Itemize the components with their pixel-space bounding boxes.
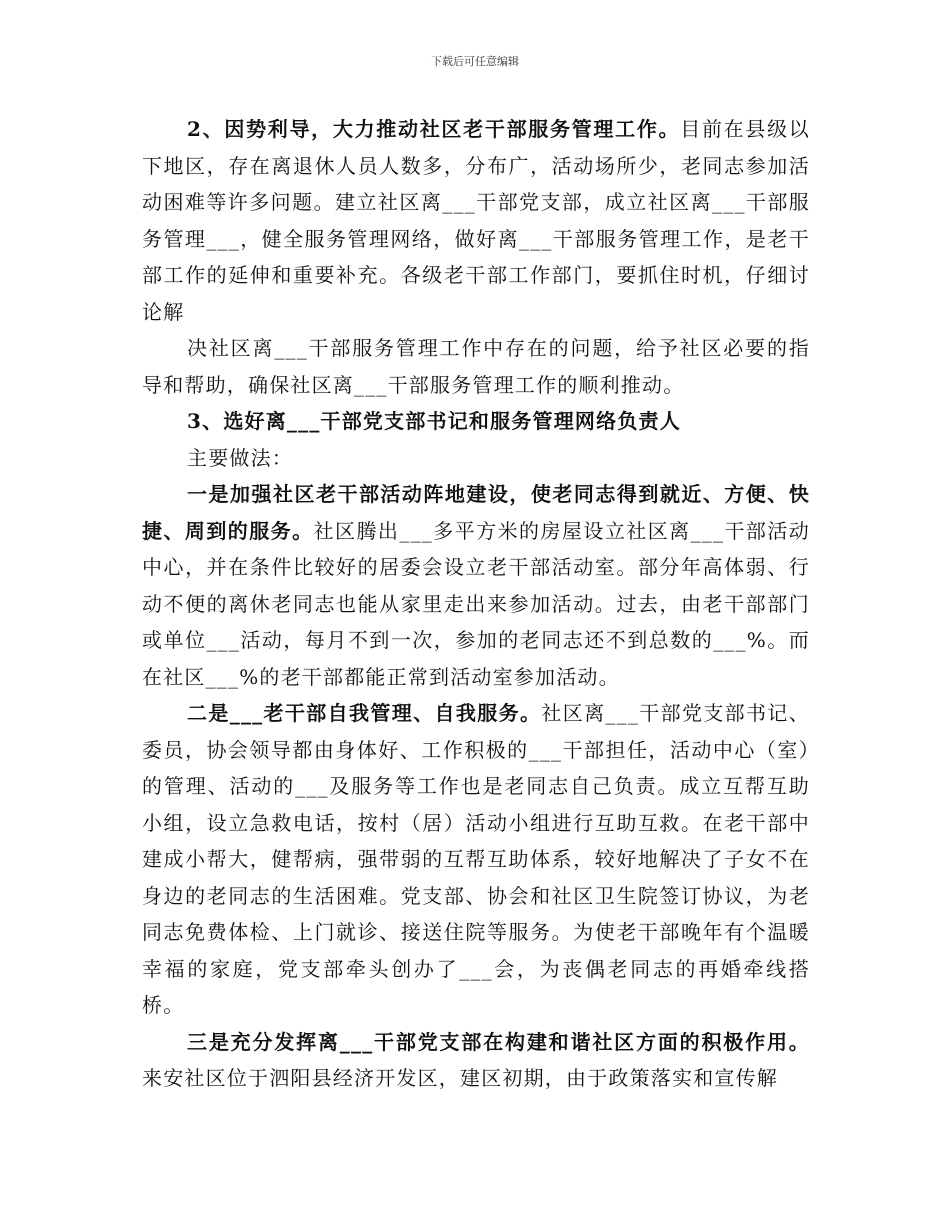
document-body [142, 111, 810, 1097]
paragraph-heading: 三是充分发挥离___干部党支部在构建和谐社区方面的积极作用。 [187, 1029, 810, 1054]
page-header-note: 下载后可任意编辑 [431, 55, 519, 68]
paragraph-heading: 2、因势利导，大力推动社区老干部服务管理工作。 [187, 117, 681, 141]
paragraph-text: 社区离___干部党支部书记、委员，协会领导都由身体好、工作积极的___干部担任，活动中心（室）的管理、活动的___及服务等工作也是老同志自己负责。成立互帮互助小组，设立急救电话，按村（居）活动小组进行互助互救。在老干部中建成小帮大，健帮病，强带弱的互帮互助体系，较好地解决了子女不在身边的老同志的生活困难。党支部、协会和社区卫生院签订协议，为老同志免费体检、上门就诊、接送住院等服务。为使老干部晚年有个温暖幸福的家庭，党支部牵头创办了___会，为丧偶老同志的再婚牵线搭桥。 [142, 701, 810, 1017]
paragraph-heading: 3、选好离___干部党支部书记和服务管理网络负责人 [187, 409, 681, 433]
paragraph-text: 来安社区位于泗阳县经济开发区，建区初期，由于政策落实和宣传解 [142, 1066, 778, 1090]
paragraph-6 [142, 695, 810, 1024]
paragraph-text: 决社区离___干部服务管理工作中存在的问题，给予社区必要的指导和帮助，确保社区离___干部服务管理工作的顺利推动。 [142, 336, 810, 397]
paragraph-text: 主要做法： [187, 445, 293, 470]
paragraph-4 [142, 440, 810, 477]
paragraph-1 [142, 111, 810, 330]
paragraph-2 [142, 330, 810, 403]
paragraph-heading: 一是加强社区老干部活动阵地建设，使老同志得到就近、方便、快捷、周到的服务。 [142, 482, 810, 543]
paragraph-3 [142, 403, 810, 440]
paragraph-7 [142, 1024, 810, 1097]
paragraph-heading: 二是___老干部自我管理、自我服务。 [187, 701, 542, 725]
paragraph-5 [142, 476, 810, 695]
paragraph-text: 社区腾出___多平方米的房屋设立社区离___干部活动中心，并在条件比较好的居委会设立老干部活动室。部分年高体弱、行动不便的离休老同志也能从家里走出来参加活动。过去，由老干部部门或单位___活动，每月不到一次，参加的老同志还不到总数的___%。而在社区___%的老干部都能正常到活动室参加活动。 [142, 518, 810, 689]
paragraph-text: 目前在县级以下地区，存在离退休人员人数多，分布广，活动场所少，老同志参加活动困难等许多问题。建立社区离___干部党支部，成立社区离___干部服务管理___，健全服务管理网络，做好离___干部服务管理工作，是老干部工作的延伸和重要补充。各级老干部工作部门，要抓住时机，仔细讨论解 [142, 117, 811, 324]
